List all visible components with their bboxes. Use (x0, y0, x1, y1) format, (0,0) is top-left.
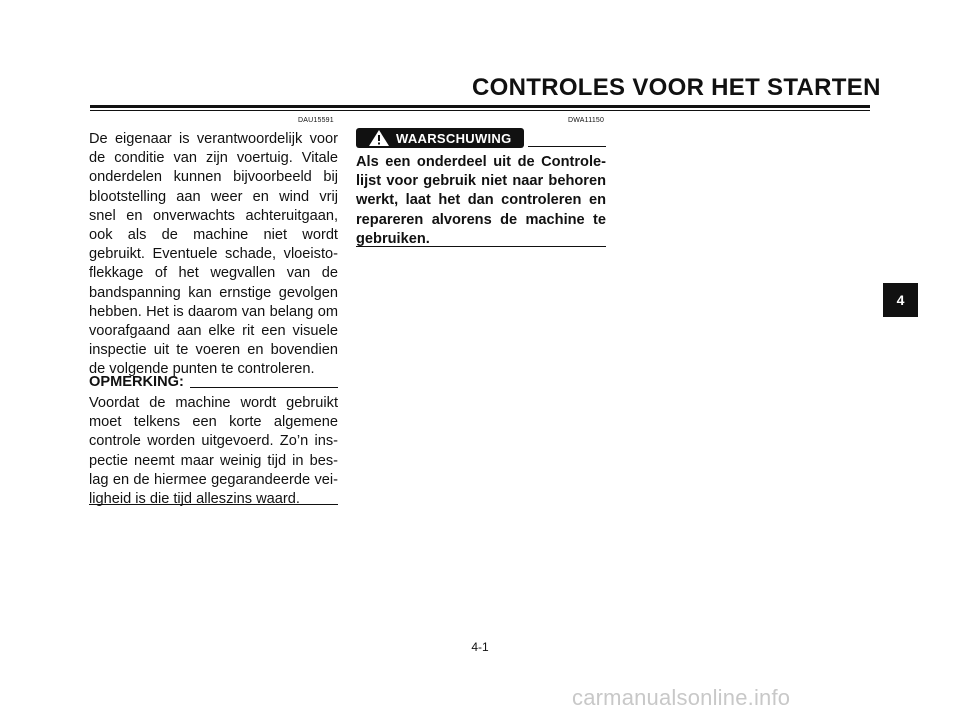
warning-badge (356, 128, 524, 148)
intro-paragraph (89, 130, 338, 380)
section-code: DAU15591 (298, 117, 334, 124)
text-line: inspectie uit te voeren en bovendien (89, 342, 338, 359)
text-line: controle worden uitgevoerd. Zo’n ins- (89, 433, 338, 450)
warning-end-rule (356, 246, 606, 247)
header-rule (90, 105, 870, 111)
note-paragraph (89, 394, 338, 509)
text-line: hebben. Het is daarom van belang om (89, 303, 338, 320)
page-number: 4-1 (471, 640, 489, 654)
warning-triangle-icon (368, 129, 390, 147)
note-heading-label: OPMERKING: (89, 374, 184, 390)
text-line: De eigenaar is verantwoordelijk voor (89, 131, 338, 147)
text-line: repareren alvorens de machine te (356, 211, 606, 228)
watermark: carmanualsonline.info (572, 685, 791, 710)
text-line: lag en de hiermee gegarandeerde vei- (89, 471, 338, 488)
text-line: de volgende punten te controleren. (89, 361, 315, 378)
warning-label: WAARSCHUWING (396, 130, 512, 146)
text-line: ligheid is die tijd alleszins waard. (89, 491, 300, 508)
text-line: Als een onderdeel uit de Controle- (356, 154, 606, 170)
section-code: DWA11150 (568, 117, 605, 124)
warning-text (356, 153, 606, 249)
text-line: gebruiken. (356, 230, 430, 247)
note-heading-rule (190, 387, 338, 388)
note-heading (89, 374, 338, 390)
text-line: voorafgaand aan elke rit een visuele (89, 323, 338, 340)
text-line: blootstelling aan weer en wind vrij (89, 188, 338, 205)
text-line: gebruikt. Eventuele schade, vloeisto- (89, 246, 338, 263)
text-line: flekkage of het wegvallen van de (89, 265, 338, 282)
warning-rule (528, 146, 606, 147)
text-line: moet telkens een korte algemene (89, 414, 338, 431)
text-line: snel en onverwachts achteruitgaan, (89, 207, 338, 224)
text-line: Voordat de machine wordt gebruikt (89, 395, 338, 411)
text-line: ook als de machine niet wordt (89, 227, 338, 244)
text-line: pectie neemt maar weinig tijd in bes- (89, 452, 338, 469)
text-line: onderdelen kunnen bijvoorbeeld bij (89, 169, 338, 186)
text-line: werkt, laat het dan controleren en (356, 192, 606, 209)
page-title: CONTROLES VOOR HET STARTEN (472, 74, 881, 101)
text-line: de conditie van zijn voertuig. Vitale (89, 150, 338, 167)
text-line: lijst voor gebruik niet naar behoren (356, 173, 606, 190)
text-line: bandspanning kan ernstige gevolgen (89, 284, 338, 301)
chapter-tab: 4 (883, 283, 918, 317)
note-end-rule (89, 504, 338, 505)
